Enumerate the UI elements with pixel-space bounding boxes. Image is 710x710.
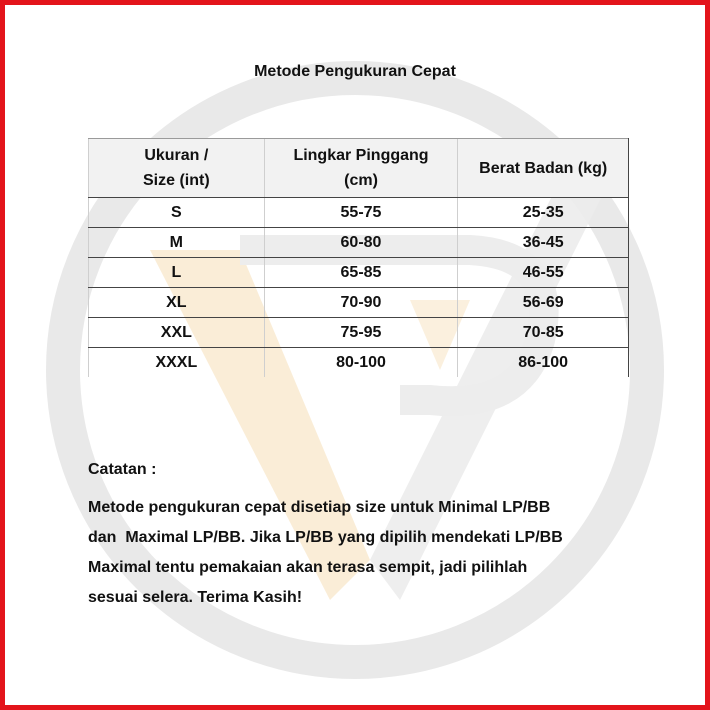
table-row (89, 258, 629, 288)
page-title: Metode Pengukuran Cepat (254, 63, 456, 80)
notes-line: sesuai selera. Terima Kasih! (88, 589, 303, 606)
size-table (88, 138, 629, 377)
table-row (89, 318, 629, 348)
cell-waist: 75-95 (264, 318, 458, 348)
cell-size: XXXL (89, 348, 265, 378)
cell-waist: 70-90 (264, 288, 458, 318)
table-row (89, 198, 629, 228)
cell-weight: 56-69 (458, 288, 629, 318)
header-size: Ukuran / Size (int) (89, 139, 265, 198)
table-row (89, 348, 629, 378)
cell-waist: 80-100 (264, 348, 458, 378)
notes-body (88, 493, 648, 613)
notes-line: Maximal tentu pemakaian akan terasa sempit, jadi pilihlah (88, 559, 528, 576)
cell-weight: 36-45 (458, 228, 629, 258)
cell-size: XL (89, 288, 265, 318)
header-waist: Lingkar Pinggang (cm) (264, 139, 458, 198)
cell-size: S (89, 198, 265, 228)
notes-line: Metode pengukuran cepat disetiap size untuk Minimal LP/BB (88, 499, 551, 516)
cell-size: L (89, 258, 265, 288)
notes-heading: Catatan : (88, 461, 157, 478)
cell-size: M (89, 228, 265, 258)
table-header-row (89, 139, 629, 198)
table-row (89, 288, 629, 318)
cell-weight: 86-100 (458, 348, 629, 378)
cell-waist: 55-75 (264, 198, 458, 228)
cell-weight: 25-35 (458, 198, 629, 228)
cell-weight: 70-85 (458, 318, 629, 348)
cell-weight: 46-55 (458, 258, 629, 288)
table-row (89, 228, 629, 258)
notes-line: dan Maximal LP/BB. Jika LP/BB yang dipilih mendekati LP/BB (88, 529, 563, 546)
cell-size: XXL (89, 318, 265, 348)
cell-waist: 60-80 (264, 228, 458, 258)
header-weight: Berat Badan (kg) (458, 139, 629, 198)
cell-waist: 65-85 (264, 258, 458, 288)
